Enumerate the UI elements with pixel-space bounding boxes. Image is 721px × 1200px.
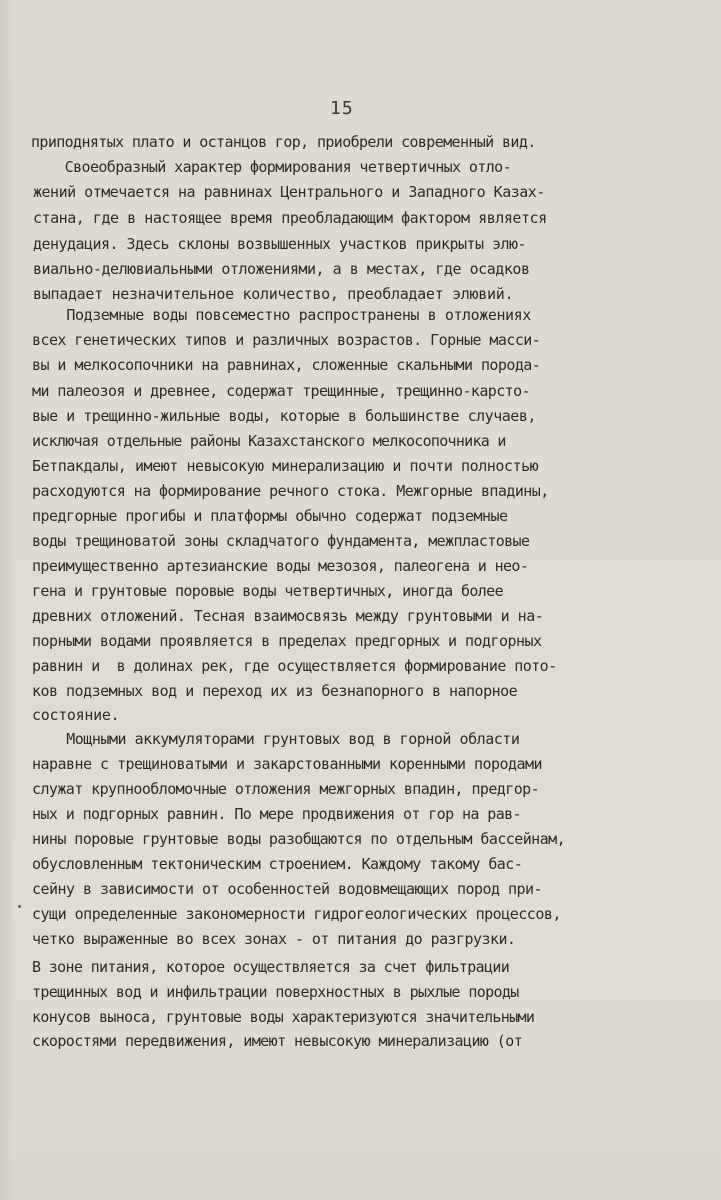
text-line-7: выпадает незначительное количество, преобладает элювий. <box>33 285 514 303</box>
text-line-8: Подземные воды повсеместно распространены в отложениях <box>32 306 531 324</box>
text-line-25: Мощными аккумуляторами грунтовых вод в горной области <box>32 730 520 748</box>
stray-ink-dot <box>18 905 21 908</box>
text-line-37: скоростями передвижения, имеют невысокую минерализацию (от <box>32 1032 523 1050</box>
text-line-33: четко выраженные во всех зонах - от питания до разгрузки. <box>32 930 516 948</box>
text-line-11: ми палеозоя и древнее, содержат трещинные, трещинно-карсто- <box>32 382 531 400</box>
text-line-24: состояние. <box>32 706 120 724</box>
text-line-34: В зоне питания, которое осуществляется за счет фильтрации <box>32 958 510 976</box>
page-left-edge <box>0 0 12 1200</box>
text-line-19: гена и грунтовые поровые воды четвертичных, иногда более <box>32 582 504 600</box>
text-line-1: приподнятых плато и останцов гор, приобрели современный вид. <box>31 133 536 151</box>
text-line-4: стана, где в настоящее время преобладающим фактором является <box>33 209 547 227</box>
text-line-2: Своеобразный характер формирования четвертичных отло- <box>31 158 511 176</box>
text-line-6: виально-делювиальными отложениями, а в местах, где осадков <box>33 260 530 278</box>
text-line-21: порными водами проявляется в пределах предгорных и подгорных <box>32 632 542 650</box>
text-line-28: ных и подгорных равнин. По мере продвижения от гор на рав- <box>32 805 521 823</box>
text-line-32: сущи определенные закономерности гидрогеологических процессов, <box>32 905 561 923</box>
text-line-26: наравне с трещиноватыми и закарстованными коренными породами <box>32 755 543 773</box>
text-line-31: сейну в зависимости от особенностей водовмещающих пород при- <box>32 880 543 898</box>
text-line-36: конусов выноса, грунтовые воды характеризуются значительными <box>32 1008 535 1026</box>
text-line-9: всех генетических типов и различных возрастов. Горные масси- <box>32 331 541 349</box>
text-line-18: преимущественно артезианские воды мезозоя, палеогена и нео- <box>32 557 529 575</box>
text-line-23: ков подземных вод и переход их из безнапорного в напорное <box>32 682 518 700</box>
page-number: 15 <box>330 98 354 119</box>
text-line-30: обусловленным тектоническим строением. Каждому такому бас- <box>32 855 523 873</box>
text-line-13: исключая отдельные районы Казахстанского мелкосопочника и <box>32 432 506 450</box>
text-line-17: воды трещиноватой зоны складчатого фундамента, межпластовые <box>32 532 530 550</box>
text-line-27: служат крупнообломочные отложения межгорных впадин, предгор- <box>32 780 540 798</box>
text-line-16: предгорные прогибы и платформы обычно содержат подземные <box>32 507 508 525</box>
text-line-14: Бетпакдалы, имеют невысокую минерализацию и почти полностью <box>32 457 539 475</box>
text-line-3: жений отмечается на равнинах Центрального и Западного Казах- <box>33 183 545 201</box>
text-line-22: равнин и в долинах рек, где осуществляется формирование пото- <box>32 657 557 675</box>
text-line-5: денудация. Здесь склоны возвышенных участков прикрыты элю- <box>33 235 527 253</box>
text-line-20: древних отложений. Тесная взаимосвязь между грунтовыми и на- <box>32 607 544 625</box>
text-line-35: трещинных вод и инфильтрации поверхностных в рыхлые породы <box>32 983 519 1001</box>
text-line-15: расходуются на формирование речного стока. Межгорные впадины, <box>32 482 549 500</box>
text-line-29: нины поровые грунтовые воды разобщаются по отдельным бассейнам, <box>32 830 566 848</box>
text-line-10: вы и мелкосопочники на равнинах, сложенные скальными порода- <box>32 356 541 374</box>
text-line-12: вые и трещинно-жильные воды, которые в большинстве случаев, <box>32 407 536 425</box>
